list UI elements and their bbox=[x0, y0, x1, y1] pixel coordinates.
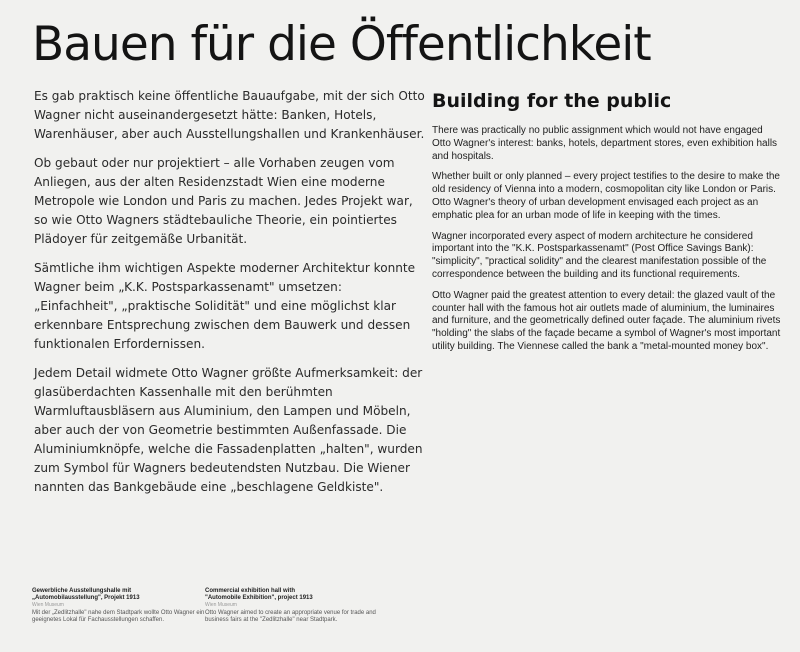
english-text-column bbox=[432, 87, 784, 362]
english-paragraph: Otto Wagner paid the greatest attention to every detail: the glazed vault of the counter hall with the famous hot air outlets made of aluminium, the luminaires and furniture, and the geometrically defined outer façade. The aluminium rivets "holding" the slabs of the façade became a symbol of Wagner's most important utility building. The Viennese called the bank a "metal-mounted money box". bbox=[432, 289, 781, 352]
english-caption-source: Wien Museum bbox=[205, 602, 237, 609]
german-paragraph: Es gab praktisch keine öffentliche Bauaufgabe, mit der sich Otto Wagner nicht auseinandergesetzt hätte: Banken, Hotels, Warenhäuser, aber auch Ausstellungshallen und Krankenhäuser. bbox=[34, 89, 425, 141]
page-title: Bauen für die Öffentlichkeit bbox=[32, 17, 651, 72]
english-caption-text: Otto Wagner aimed to create an appropriate venue for trade and business fairs at the "Zedlitzhalle" near Stadtpark. bbox=[205, 609, 376, 623]
english-paragraph: Wagner incorporated every aspect of modern architecture he considered important into the "K.K. Postsparkassenamt" (Post Office Savings Bank): "simplicity", "practical solidity" and the clearest manifestation possible of the correspondence between the building and its functional requirements. bbox=[432, 230, 767, 280]
german-paragraph: Jedem Detail widmete Otto Wagner größte Aufmerksamkeit: der glasüberdachten Kassenhalle mit den berühmten Warmluftausbläsern aus Aluminium, den Lampen und Möbeln, aber auch der von Geometrie bestimmten Außenfassade. Die Aluminiumknöpfe, welche die Fassadenplatten „halten", wurden zum Symbol für Wagners bedeutendsten Nutzbau. Die Wiener nannten das Bankgebäude eine „beschlagene Geldkiste". bbox=[34, 366, 423, 494]
german-caption bbox=[32, 588, 207, 624]
german-paragraph: Ob gebaut oder nur projektiert – alle Vorhaben zeugen vom Anliegen, aus der alten Residenzstadt Wien eine moderne Metropole wie London und Paris zu machen. Jedes Projekt war, so wie Otto Wagners städtebauliche Theorie, ein pointiertes Plädoyer für zeitgemäße Urbanität. bbox=[34, 156, 413, 246]
german-text-column bbox=[34, 87, 429, 507]
english-caption bbox=[205, 588, 395, 624]
english-caption-title-1: Commercial exhibition hall with bbox=[205, 588, 296, 594]
german-caption-text: Mit der „Zedlitzhalle" nahe dem Stadtpark wollte Otto Wagner ein geeignetes Lokal für Fachausstellungen schaffen. bbox=[32, 609, 205, 623]
english-paragraph: Whether built or only planned – every project testifies to the desire to make the old residency of Vienna into a modern, cosmopolitan city like London or Paris. Otto Wagner's theory of urban development envisaged each project as an emphatic plea for an urban mode of life in keeping with the times. bbox=[432, 171, 780, 221]
german-caption-title-1: Gewerbliche Ausstellungshalle mit bbox=[32, 588, 132, 594]
english-paragraph: There was practically no public assignment which would not have engaged Otto Wagner's interest: banks, hotels, department stores, even exhibition halls and hospitals. bbox=[432, 125, 778, 162]
english-caption-title-2: "Automobile Exhibition", project 1913 bbox=[205, 595, 313, 602]
english-heading: Building for the public bbox=[432, 90, 672, 112]
german-caption-title-2: „Automobilausstellung", Projekt 1913 bbox=[32, 595, 140, 602]
german-paragraph: Sämtliche ihm wichtigen Aspekte moderner Architektur konnte Wagner beim „K.K. Postsparkassenamt" umsetzen: „Einfachheit", „praktische Solidität" und eine möglichst klar erkennbare Entsprechung zwischen dem Bauwerk und dessen funktionalen Erfordernissen. bbox=[34, 261, 416, 351]
german-caption-source: Wien Museum bbox=[32, 602, 64, 609]
